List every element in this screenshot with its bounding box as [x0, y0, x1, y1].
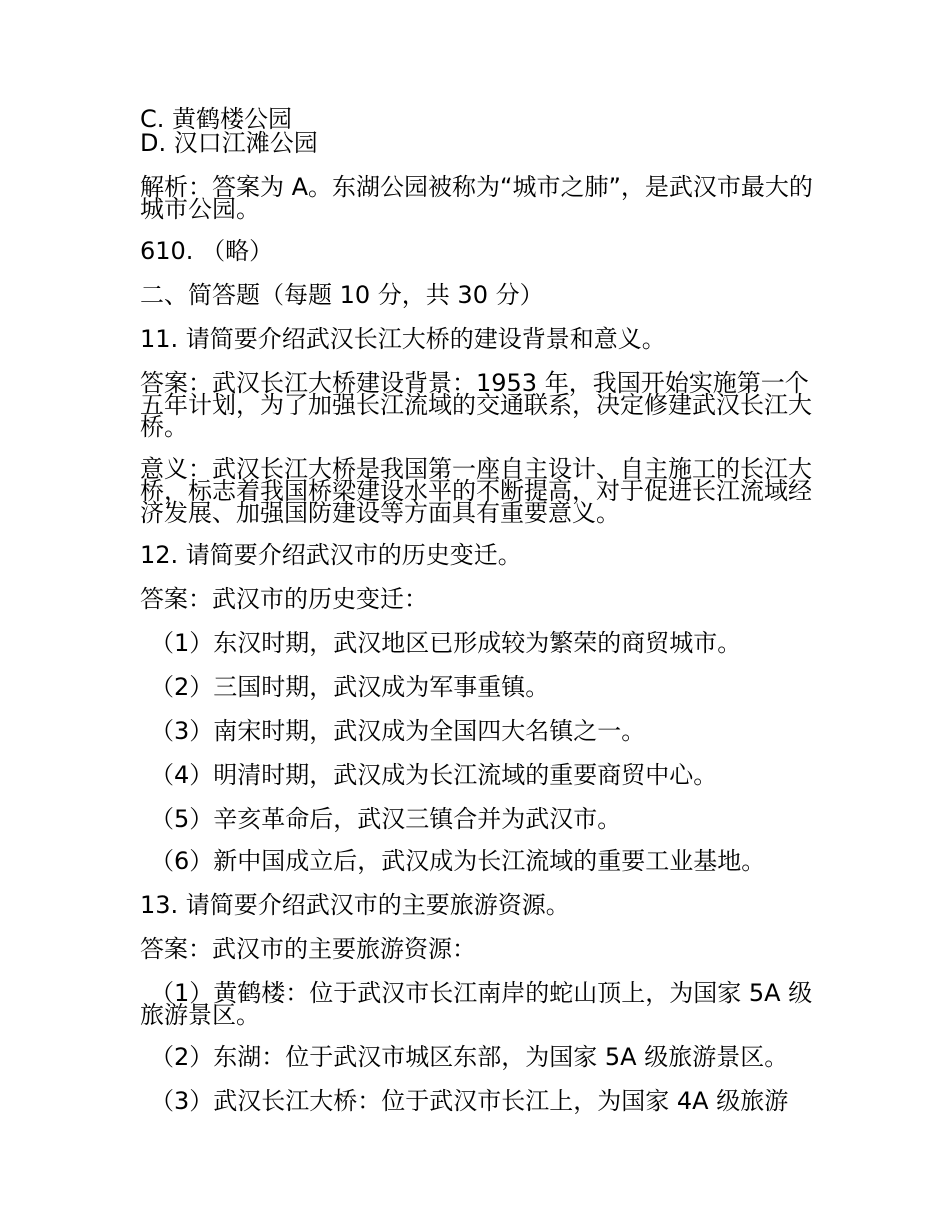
option-d: D. 汉口江滩公园 — [140, 129, 318, 157]
answer-12-item-1: （1）东汉时期，武汉地区已形成较为繁荣的商贸城市。 — [150, 629, 742, 657]
answer-13-item-3: （3）武汉长江大桥：位于武汉市长江上，为国家 4A 级旅游 — [150, 1087, 789, 1115]
option-c: C. 黄鹤楼公园 — [140, 105, 293, 133]
question-11: 11. 请简要介绍武汉长江大桥的建设背景和意义。 — [140, 325, 666, 353]
answer-13-item-2: （2）东湖：位于武汉市城区东部，为国家 5A 级旅游景区。 — [150, 1043, 789, 1071]
question-610: 610. （略） — [140, 237, 274, 265]
answer-12-item-3: （3）南宋时期，武汉成为全国四大名镇之一。 — [150, 717, 646, 745]
question-12: 12. 请简要介绍武汉市的历史变迁。 — [140, 541, 522, 569]
answer-12-item-6: （6）新中国成立后，武汉成为长江流域的重要工业基地。 — [150, 847, 766, 875]
analysis-paragraph: 解析：答案为 A。东湖公园被称为“城市之肺”，是武汉市最大的城市公园。 — [140, 173, 813, 223]
answer-12-item-5: （5）辛亥革命后，武汉三镇合并为武汉市。 — [150, 805, 622, 833]
answer-12-intro: 答案：武汉市的历史变迁： — [140, 585, 428, 613]
answer-13-intro: 答案：武汉市的主要旅游资源： — [140, 935, 476, 963]
answer-11-background: 答案：武汉长江大桥建设背景：1953 年，我国开始实施第一个五年计划，为了加强长江流域的交通联系，决定修建武汉长江大桥。 — [140, 369, 812, 441]
answer-13-item-1: （1）黄鹤楼：位于武汉市长江南岸的蛇山顶上，为国家 5A 级旅游景区。 — [140, 979, 813, 1029]
answer-12-item-2: （2）三国时期，武汉成为军事重镇。 — [150, 673, 550, 701]
section-heading: 二、简答题（每题 10 分，共 30 分） — [140, 281, 544, 309]
question-13: 13. 请简要介绍武汉市的主要旅游资源。 — [140, 891, 570, 919]
answer-11-significance: 意义：武汉长江大桥是我国第一座自主设计、自主施工的长江大桥，标志着我国桥梁建设水平的不断提高，对于促进长江流域经济发展、加强国防建设等方面具有重要意义。 — [140, 455, 812, 527]
answer-12-item-4: （4）明清时期，武汉成为长江流域的重要商贸中心。 — [150, 761, 718, 789]
